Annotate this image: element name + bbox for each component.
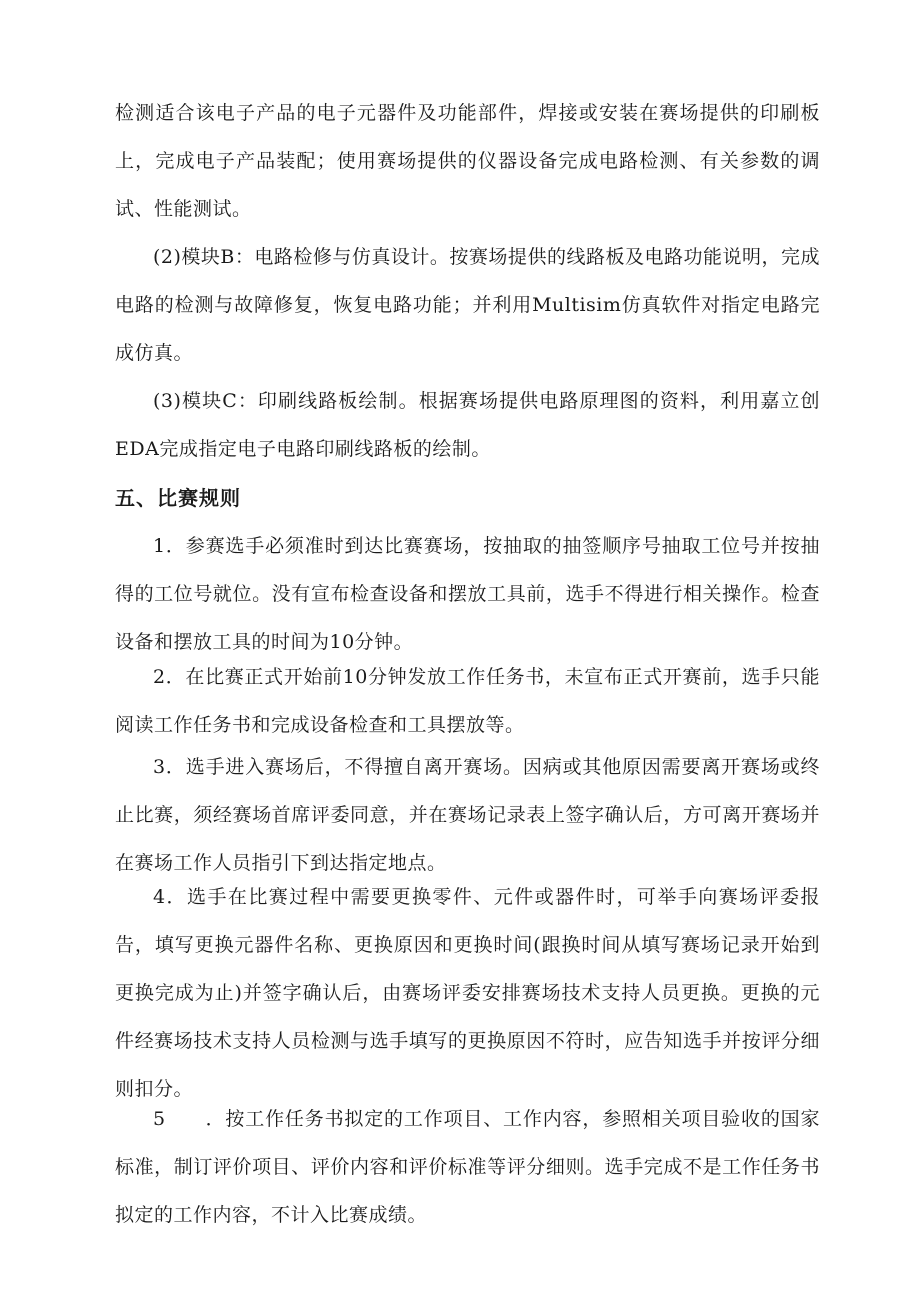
rule-5: 5 ．按工作任务书拟定的工作项目、工作内容，参照相关项目验收的国家标准，制订评价项目、评价内容和评价标准等评分细则。选手完成不是工作任务书拟定的工作内容，不计入比赛成绩。: [115, 1108, 820, 1226]
section-title: 五、比赛规则: [115, 486, 241, 510]
rule-2: 2．在比赛正式开始前10分钟发放工作任务书，未宣布正式开赛前，选手只能阅读工作任务书和完成设备检查和工具摆放等。: [115, 666, 820, 736]
rule-3: 3．选手进入赛场后，不得擅自离开赛场。因病或其他原因需要离开赛场或终止比赛，须经赛场首席评委同意，并在赛场记录表上签字确认后，方可离开赛场并在赛场工作人员指引下到达指定地点。: [115, 756, 820, 874]
paragraph-continuation: 检测适合该电子产品的电子元器件及功能部件，焊接或安装在赛场提供的印刷板上，完成电子产品装配；使用赛场提供的仪器设备完成电路检测、有关参数的调试、性能测试。: [115, 102, 820, 220]
paragraph-module-b: (2)模块B：电路检修与仿真设计。按赛场提供的线路板及电路功能说明，完成电路的检测与故障修复，恢复电路功能；并利用Multisim仿真软件对指定电路完成仿真。: [115, 246, 820, 364]
rule-4: 4．选手在比赛过程中需要更换零件、元件或器件时，可举手向赛场评委报告，填写更换元器件名称、更换原因和更换时间(跟换时间从填写赛场记录开始到更换完成为止)并签字确认后，由赛场评委安排赛场技术支持人员更换。更换的元件经赛场技术支持人员检测与选手填写的更换原因不符时，应告知选手并按评分细则扣分。: [115, 886, 820, 1100]
rule-1: 1．参赛选手必须准时到达比赛赛场，按抽取的抽签顺序号抽取工位号并按抽得的工位号就位。没有宣布检查设备和摆放工具前，选手不得进行相关操作。检查设备和摆放工具的时间为10分钟。: [115, 535, 820, 653]
paragraph-module-c: (3)模块C：印刷线路板绘制。根据赛场提供电路原理图的资料，利用嘉立创EDA完成指定电子电路印刷线路板的绘制。: [115, 390, 820, 460]
